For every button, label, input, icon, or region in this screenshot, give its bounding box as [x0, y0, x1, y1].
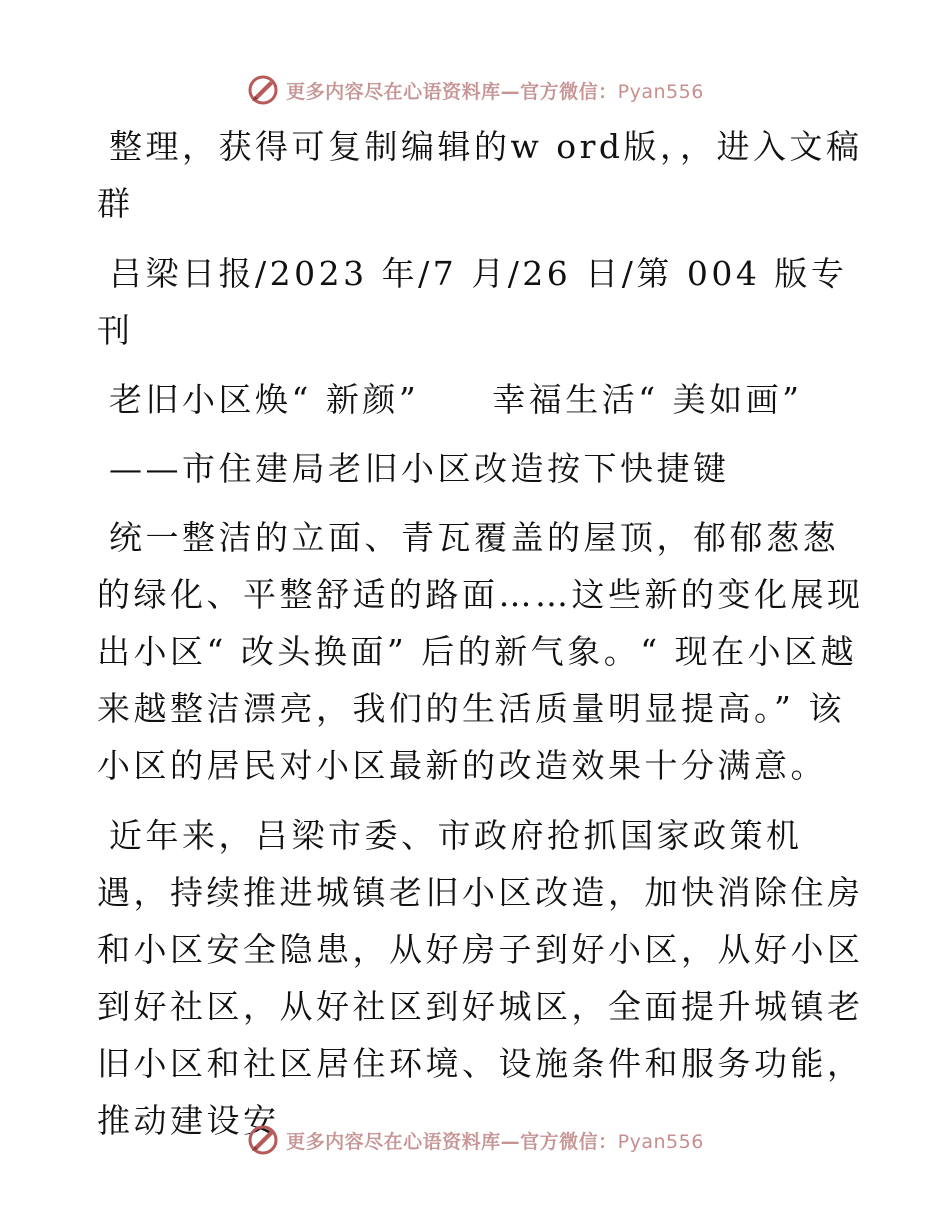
- document-body: [97, 118, 867, 1162]
- pen-circle-icon: [246, 73, 280, 107]
- watermark-label: 更多内容尽在心语资料库—官方微信：: [286, 80, 618, 103]
- doc-paragraph: 近年来，吕梁市委、市政府抢抓国家政策机遇，持续推进城镇老旧小区改造，加快消除住房和小区安全隐患，从好房子到好小区，从好小区到好社区，从好社区到好城区，全面提升城镇老旧小区和社区居住环境、设施条件和服务功能，推动建设安: [97, 816, 864, 1140]
- watermark-text: [286, 77, 704, 104]
- doc-intro-line: 整理，获得可复制编辑的w ord版，，进入文稿群: [97, 127, 863, 223]
- header-watermark: [0, 70, 950, 110]
- footer-watermark: [0, 1120, 950, 1160]
- watermark-wechat-id: Pyan556: [617, 1130, 704, 1153]
- doc-subheadline: ——市住建局老旧小区改造按下快捷键: [109, 449, 730, 488]
- watermark-label: 更多内容尽在心语资料库—官方微信：: [286, 1130, 618, 1153]
- doc-headline: 老旧小区焕“ 新颜” 幸福生活“ 美如画”: [109, 380, 803, 419]
- doc-source-line: 吕梁日报/2023 年/7 月/26 日/第 004 版专刊: [97, 254, 848, 350]
- watermark-text: [286, 1127, 704, 1154]
- pen-circle-icon: [246, 1123, 280, 1157]
- doc-paragraph: 统一整洁的立面、青瓦覆盖的屋顶，郁郁葱葱的绿化、平整舒适的路面……这些新的变化展现出小区“ 改头换面” 后的新气象。“ 现在小区越来越整洁漂亮，我们的生活质量明显提高。” 该小区的居民对小区最新的改造效果十分满意。: [97, 518, 864, 785]
- watermark-wechat-id: Pyan556: [617, 80, 704, 103]
